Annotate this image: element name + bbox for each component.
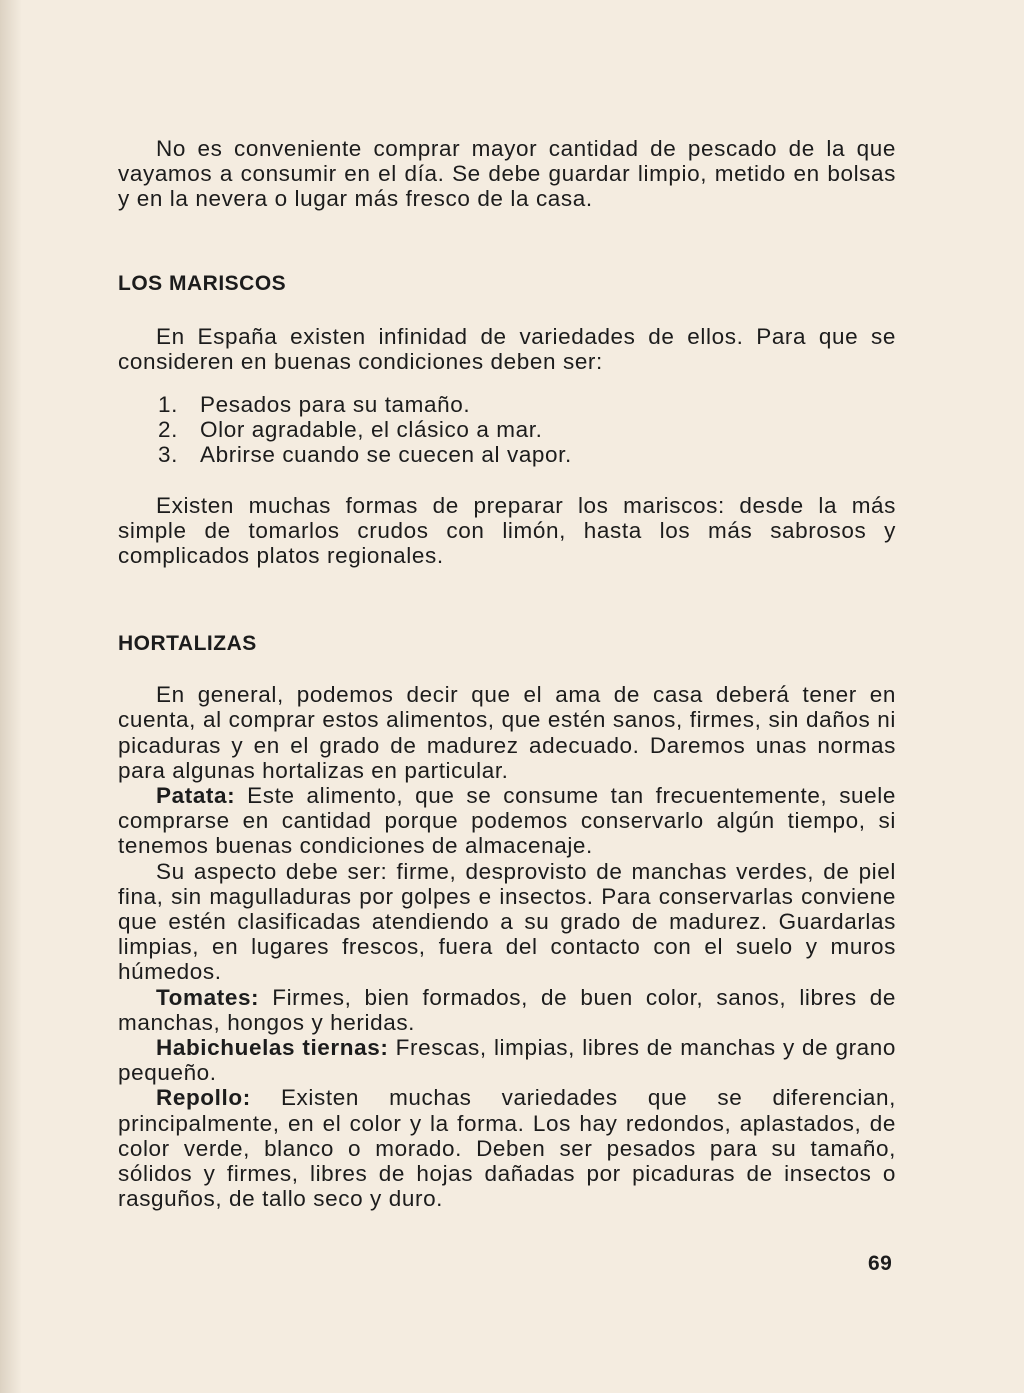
habichuelas-label: Habichuelas tiernas: — [156, 1035, 389, 1061]
page-edge — [0, 0, 22, 1393]
patata-label: Patata: — [156, 783, 236, 809]
list-item-number: 1. — [158, 392, 178, 418]
list-item-number: 2. — [158, 417, 178, 443]
tomates-label: Tomates: — [156, 984, 260, 1010]
page-content — [118, 136, 896, 1212]
list-item — [118, 442, 896, 467]
mariscos-heading: LOS MARISCOS — [118, 271, 287, 295]
page-number: 69 — [868, 1252, 893, 1275]
repollo-text: Existen muchas variedades que se diferencian, principalmente, en el color y la forma. Los hay redondos, aplastados, de color verde, blanco o morado. Deben ser pesados para su tamaño, sólidos y firmes, libres de hojas dañadas por picaduras de insectos o rasguños, de tallo seco y duro. — [118, 1085, 896, 1212]
habichuelas-paragraph — [118, 1035, 896, 1085]
repollo-paragraph — [118, 1085, 896, 1211]
habichuelas-text: Frescas, limpias, libres de manchas y de grano pequeño. — [118, 1035, 897, 1086]
list-item-number: 3. — [158, 442, 178, 468]
list-item — [118, 417, 896, 442]
repollo-label: Repollo: — [156, 1085, 251, 1111]
intro-paragraph: No es conveniente comprar mayor cantidad de pescado de la que vayamos a consumir en el día. Se debe guardar limpio, metido en bolsas y en la nevera o lugar más fresco de la casa. — [118, 136, 896, 212]
patata-paragraph — [118, 783, 896, 859]
list-item-text: Abrirse cuando se cuecen al vapor. — [200, 442, 572, 468]
hortalizas-intro: En general, podemos decir que el ama de casa deberá tener en cuenta, al comprar estos alimentos, que estén sanos, firmes, sin daños ni picaduras y en el grado de madurez adecuado. Daremos unas normas para algunas hortalizas en particular. — [118, 682, 896, 783]
patata-aspect-paragraph: Su aspecto debe ser: firme, desprovisto de manchas verdes, de piel fina, sin magulladuras por golpes e insectos. Para conservarlas conviene que estén clasificadas atendiendo a su grado de madurez. Guardarlas limpias, en lugares frescos, fuera del contacto con el suelo y muros húmedos. — [118, 858, 896, 985]
list-item-text: Pesados para su tamaño. — [200, 392, 471, 418]
patata-text: Este alimento, que se consume tan frecuentemente, suele comprarse en cantidad porque podemos conservarlo algún tiempo, si tenemos buenas condiciones de almacenaje. — [118, 783, 896, 859]
tomates-text: Firmes, bien formados, de buen color, sanos, libres de manchas, hongos y heridas. — [118, 984, 896, 1035]
hortalizas-heading: HORTALIZAS — [118, 632, 257, 656]
tomates-paragraph — [118, 985, 896, 1035]
mariscos-closing: Existen muchas formas de preparar los mariscos: desde la más simple de tomarlos crudos con limón, hasta los más sabrosos y complicados platos regionales. — [118, 492, 896, 569]
list-item-text: Olor agradable, el clásico a mar. — [200, 417, 543, 443]
list-item — [118, 392, 896, 417]
mariscos-intro: En España existen infinidad de variedades de ellos. Para que se consideren en buenas condiciones deben ser: — [118, 323, 896, 374]
mariscos-list — [118, 392, 896, 468]
